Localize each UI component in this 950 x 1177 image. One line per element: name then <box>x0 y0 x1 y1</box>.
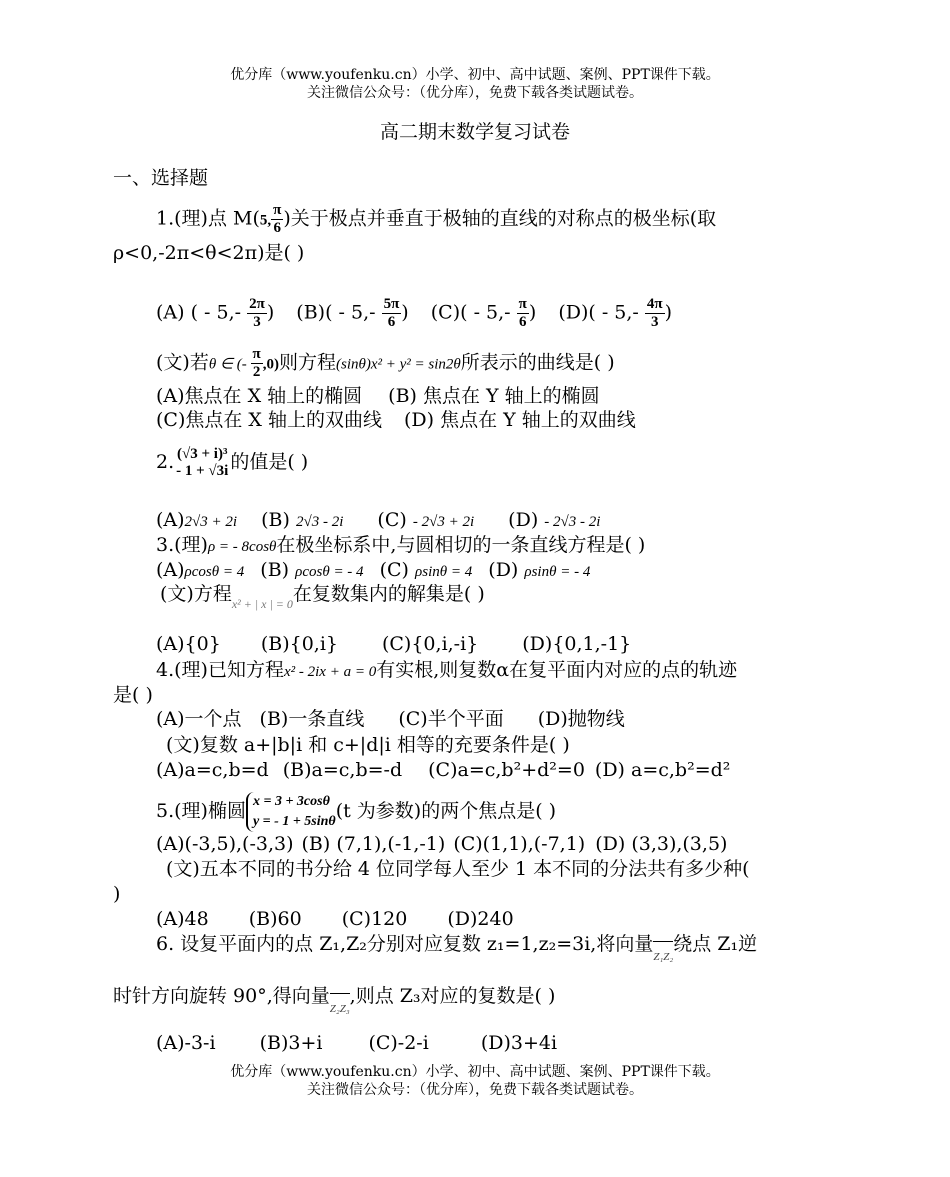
q3w-b: 在复数集内的解集是( ) <box>292 583 485 605</box>
q3a-l: (A) <box>156 559 185 581</box>
q2d-l: (D) <box>508 509 539 531</box>
q1-point-r: 5, <box>259 212 272 229</box>
q1w-c: 所表示的曲线是( ) <box>460 351 615 374</box>
q4-option-b[interactable]: (B)一条直线 <box>259 708 365 730</box>
q6-stem <box>156 932 757 969</box>
q3-options <box>156 558 590 584</box>
q2-den: - 1 + √3i <box>176 463 229 479</box>
q3w-option-b[interactable]: (B){0,i} <box>260 633 338 655</box>
q5w-option-a[interactable]: (A)48 <box>156 908 209 930</box>
q5-option-b[interactable]: (B) (7,1),(-1,-1) <box>301 833 446 855</box>
q1-frac-num: π <box>273 202 282 218</box>
q2-stem <box>156 446 308 480</box>
q1b-den: 6 <box>387 314 396 330</box>
q2-option-a[interactable] <box>156 509 237 531</box>
q3b-v: ρcosθ = - 4 <box>295 564 364 580</box>
q1w-option-d[interactable]: (D) 焦点在 Y 轴上的双曲线 <box>403 409 636 431</box>
q2-options <box>156 508 600 534</box>
q1-option-b-label: (B)( - 5,- <box>296 301 382 324</box>
q1w-option-a[interactable]: (A)焦点在 X 轴上的椭圆 <box>156 385 363 407</box>
q1c-den: 6 <box>519 314 527 330</box>
q1b-num: 5π <box>383 296 400 312</box>
q4w-option-d[interactable]: (D) a=c,b²=d² <box>594 759 731 781</box>
q3b-l: (B) <box>260 559 290 581</box>
q3-rho: ρ = - 8cosθ <box>207 539 277 555</box>
q1c-close: ) <box>528 301 537 324</box>
q2a-v: 2√3 + 2i <box>184 514 238 530</box>
q1w-num: π <box>252 346 261 362</box>
q3w-option-d[interactable]: (D){0,1,-1} <box>522 633 632 655</box>
q1-options <box>156 296 672 331</box>
q1a-den: 3 <box>253 314 261 330</box>
q3w-eq: x² + | x | = 0 <box>231 597 293 611</box>
q1d-close: ) <box>664 301 673 324</box>
q1w-tail: ,0) <box>262 356 279 373</box>
q1a-close: ) <box>266 301 275 324</box>
q3-option-b[interactable] <box>260 559 363 581</box>
q1b-close: ) <box>401 301 409 324</box>
q5w-option-d[interactable]: (D)240 <box>447 908 514 930</box>
q6-option-c[interactable]: (C)-2-i <box>368 1032 429 1054</box>
section-heading: 一、选择题 <box>113 167 209 189</box>
q5-wen-options <box>156 907 514 931</box>
q1-stem-a: 1.(理)点 M( <box>156 207 260 230</box>
q1w-a: (文)若 <box>156 351 209 374</box>
q5w-option-c[interactable]: (C)120 <box>341 908 408 930</box>
q5-parametric-system <box>246 792 336 832</box>
page-title: 高二期末数学复习试卷 <box>379 121 570 143</box>
q5-option-a[interactable]: (A)(-3,5),(-3,3) <box>156 833 294 855</box>
q4-wen-stem: (文)复数 a+|b|i 和 c+|d|i 相等的充要条件是( ) <box>166 734 570 756</box>
q2b-l: (B) <box>261 509 290 531</box>
q3-wen-stem <box>160 582 485 616</box>
q1-stem <box>156 202 716 237</box>
q1-option-c-label: (C)( - 5,- <box>430 301 517 324</box>
q1-option-c-frac <box>517 296 529 331</box>
q2-num: (√3 + i)³ <box>177 446 228 462</box>
q6-vector-z2z3: Z₂Z₃ <box>330 993 350 1021</box>
q1-option-b-frac <box>382 296 402 331</box>
q2-option-b[interactable] <box>261 509 343 531</box>
q2c-v: - 2√3 + 2i <box>412 514 475 530</box>
q3w-option-c[interactable]: (C){0,i,-i} <box>381 633 479 655</box>
q4-option-d[interactable]: (D)抛物线 <box>537 708 625 730</box>
q1-option-a-label: (A) ( - 5,- <box>156 301 248 324</box>
q4-options <box>156 707 625 731</box>
q1w-theta: θ ∈ (- <box>208 356 251 373</box>
q1d-den: 3 <box>651 314 659 330</box>
q1w-den: 2 <box>252 364 261 380</box>
q1-wen-options-2 <box>156 408 636 432</box>
q4w-option-c[interactable]: (C)a=c,b²+d²=0 <box>428 759 585 781</box>
header-line-1: 优分库（www.youfenku.cn）小学、初中、高中试题、案例、PPT课件下载。 <box>230 67 720 83</box>
q5w-option-b[interactable]: (B)60 <box>248 908 302 930</box>
q3w-a: (文)方程 <box>160 583 232 605</box>
q4-a: 4.(理)已知方程 <box>156 659 284 681</box>
q3d-v: ρsinθ = - 4 <box>524 564 591 580</box>
footer-line-2: 关注微信公众号：（优分库），免费下载各类试题试卷。 <box>307 1082 643 1098</box>
q3c-l: (C) <box>379 559 409 581</box>
q1-point-fraction <box>271 202 283 237</box>
q5-x: x = 3 + 3cosθ <box>252 794 330 809</box>
q1-option-a-frac <box>247 296 267 331</box>
q6-vector-z1z2: Z₁Z₂ <box>653 941 673 969</box>
q3-stem <box>156 533 645 559</box>
q3-wen-options <box>156 632 631 656</box>
q4-b: 有实根,则复数α在复平面内对应的点的轨迹 <box>376 659 738 681</box>
q2-b: 的值是( ) <box>230 451 309 473</box>
q1-wen-options-1 <box>156 384 600 408</box>
q1-option-b[interactable] <box>296 296 408 331</box>
q4-eq: x² - 2ix + a = 0 <box>283 664 377 680</box>
q4-wen-options <box>156 758 730 782</box>
q3-option-c[interactable] <box>380 559 473 581</box>
q6-b: 绕点 Z₁逆 <box>673 933 758 955</box>
q5-wen-stem-cont: ) <box>113 883 121 905</box>
q4-stem-cont: 是( ) <box>113 684 153 706</box>
q6-options <box>156 1031 557 1055</box>
q2-fraction <box>174 446 230 480</box>
q3c-v: ρsinθ = 4 <box>415 564 473 580</box>
q3d-l: (D) <box>488 559 519 581</box>
q6-stem-cont <box>113 984 555 1021</box>
q1w-eq: (sinθ)x² + y² = sin2θ <box>336 356 461 373</box>
q6-d: ,则点 Z₃对应的复数是( ) <box>349 985 556 1007</box>
q2-option-d[interactable] <box>508 509 600 531</box>
q6-a: 6. 设复平面内的点 Z₁,Z₂分别对应复数 z₁=1,z₂=3i,将向量 <box>156 933 654 955</box>
q1-option-d-frac <box>645 296 665 331</box>
q1-option-d[interactable] <box>558 296 672 331</box>
q4-option-a[interactable]: (A)一个点 <box>156 708 242 730</box>
q1-option-d-label: (D)( - 5,- <box>558 301 645 324</box>
q5-stem <box>156 792 556 832</box>
q1w-frac <box>251 346 263 381</box>
q6-c: 时针方向旋转 90°,得向量 <box>113 985 330 1007</box>
q1-frac-den: 6 <box>273 220 281 236</box>
q2c-l: (C) <box>377 509 407 531</box>
q1a-num: 2π <box>249 296 265 312</box>
q5-options <box>156 832 727 856</box>
q1w-option-c[interactable]: (C)焦点在 X 轴上的双曲线 <box>156 409 382 431</box>
q5-b: (t 为参数)的两个焦点是( ) <box>335 800 557 822</box>
q1-stem-b: )关于极点并垂直于极轴的直线的对称点的极坐标(取 <box>283 207 717 230</box>
q5-y: y = - 1 + 5sinθ <box>252 814 336 829</box>
q3-option-a[interactable] <box>156 559 244 581</box>
q3-a: 3.(理) <box>156 534 208 556</box>
footer-line-1: 优分库（www.youfenku.cn）小学、初中、高中试题、案例、PPT课件下载。 <box>230 1064 720 1080</box>
q4-option-c[interactable]: (C)半个平面 <box>398 708 504 730</box>
q1c-num: π <box>518 296 527 312</box>
q5-wen-stem: (文)五本不同的书分给 4 位同学每人至少 1 本不同的分法共有多少种( <box>166 858 750 880</box>
q5-a: 5.(理)椭圆 <box>156 800 246 822</box>
q3-b: 在极坐标系中,与圆相切的一条直线方程是( ) <box>276 534 646 556</box>
q1d-num: 4π <box>646 296 663 312</box>
q1w-option-b[interactable]: (B) 焦点在 Y 轴上的椭圆 <box>388 385 600 407</box>
q4w-option-a[interactable]: (A)a=c,b=d <box>156 759 269 781</box>
q2b-v: 2√3 - 2i <box>295 514 344 530</box>
q1-option-a[interactable] <box>156 296 274 331</box>
q3a-v: ρcosθ = 4 <box>184 564 245 580</box>
q6-option-a[interactable]: (A)-3-i <box>156 1032 216 1054</box>
q2-option-c[interactable] <box>377 509 474 531</box>
q1-stem-cont: ρ<0,-2π<θ<2π)是( ) <box>113 242 305 264</box>
q3w-option-a[interactable]: (A){0} <box>156 633 221 655</box>
q2-a: 2. <box>156 451 175 473</box>
q6-option-d[interactable]: (D)3+4i <box>480 1032 558 1054</box>
q5-option-c[interactable]: (C)(1,1),(-7,1) <box>453 833 586 855</box>
q4w-option-b[interactable]: (B)a=c,b=-d <box>282 759 403 781</box>
header-line-2: 关注微信公众号：（优分库），免费下载各类试题试卷。 <box>307 85 643 101</box>
q6-option-b[interactable]: (B)3+i <box>259 1032 323 1054</box>
q5-option-d[interactable]: (D) (3,3),(3,5) <box>595 833 728 855</box>
q1-option-c[interactable] <box>431 296 537 331</box>
q4-stem <box>156 658 737 684</box>
q3-option-d[interactable] <box>488 559 590 581</box>
q2d-v: - 2√3 - 2i <box>544 514 601 530</box>
q1w-b: 则方程 <box>278 351 336 374</box>
q2a-l: (A) <box>156 509 185 531</box>
q1-wen-stem <box>156 346 615 381</box>
